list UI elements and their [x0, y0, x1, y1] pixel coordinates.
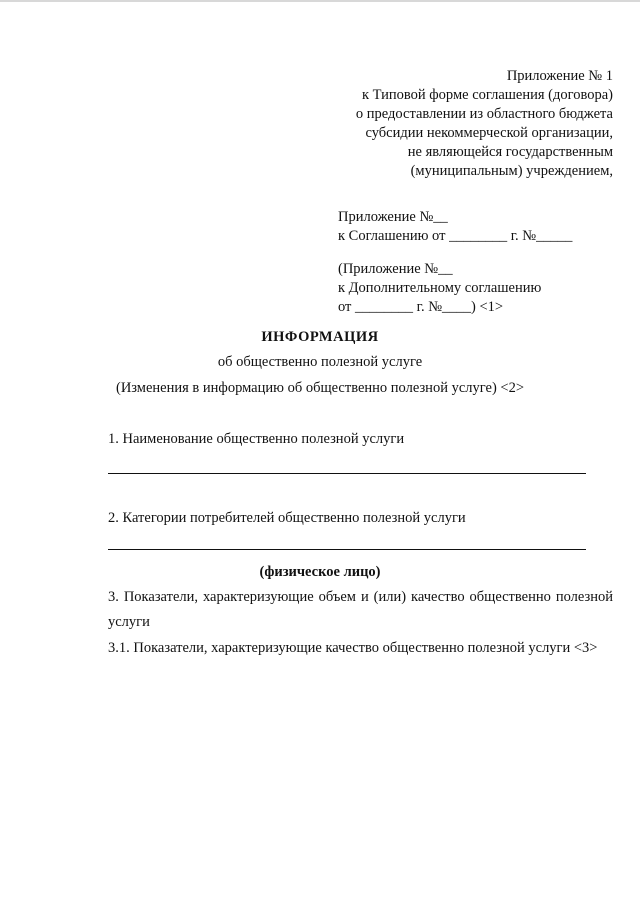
supplement-line: (Приложение №__	[338, 261, 453, 277]
item-1-service-name: 1. Наименование общественно полезной услуги	[108, 431, 405, 447]
item-2-consumer-categories: 2. Категории потребителей общественно полезной услуги	[108, 510, 466, 526]
annex-gap	[338, 246, 572, 260]
appendix-header-line: не являющейся государственным	[407, 144, 613, 160]
document-subtitle: об общественно полезной услуге	[217, 354, 423, 370]
appendix-header-line: о предоставлении из областного бюджета	[355, 106, 613, 122]
scan-edge	[0, 0, 640, 2]
appendix-header-line: (муниципальным) учреждением,	[410, 163, 613, 179]
document-changes-note: (Изменения в информацию об общественно полезной услуге) <2>	[115, 380, 525, 396]
service-name-field-line	[108, 473, 586, 474]
physical-person-note: (физическое лицо)	[259, 564, 381, 580]
annex-line: Приложение №__	[338, 209, 448, 225]
supplement-line: к Дополнительному соглашению	[338, 280, 542, 296]
appendix-header-line: Приложение № 1	[506, 68, 613, 84]
consumer-categories-field-line	[108, 549, 586, 550]
item-3-indicators: 3. Показатели, характеризующие объем и (или) качество общественно полезной услуги	[108, 589, 613, 630]
annex-line: к Соглашению от ________ г. №_____	[338, 228, 573, 244]
item-3-1-quality-indicators: 3.1. Показатели, характеризующие качество общественно полезной услуги <3>	[108, 640, 598, 656]
document-title: ИНФОРМАЦИЯ	[261, 329, 379, 345]
agreement-annex-block	[338, 208, 572, 317]
appendix-header-line: субсидии некоммерческой организации,	[365, 125, 613, 141]
appendix-header	[356, 67, 613, 181]
appendix-header-line: к Типовой форме соглашения (договора)	[361, 87, 613, 103]
supplement-line: от ________ г. №____) <1>	[338, 299, 504, 315]
